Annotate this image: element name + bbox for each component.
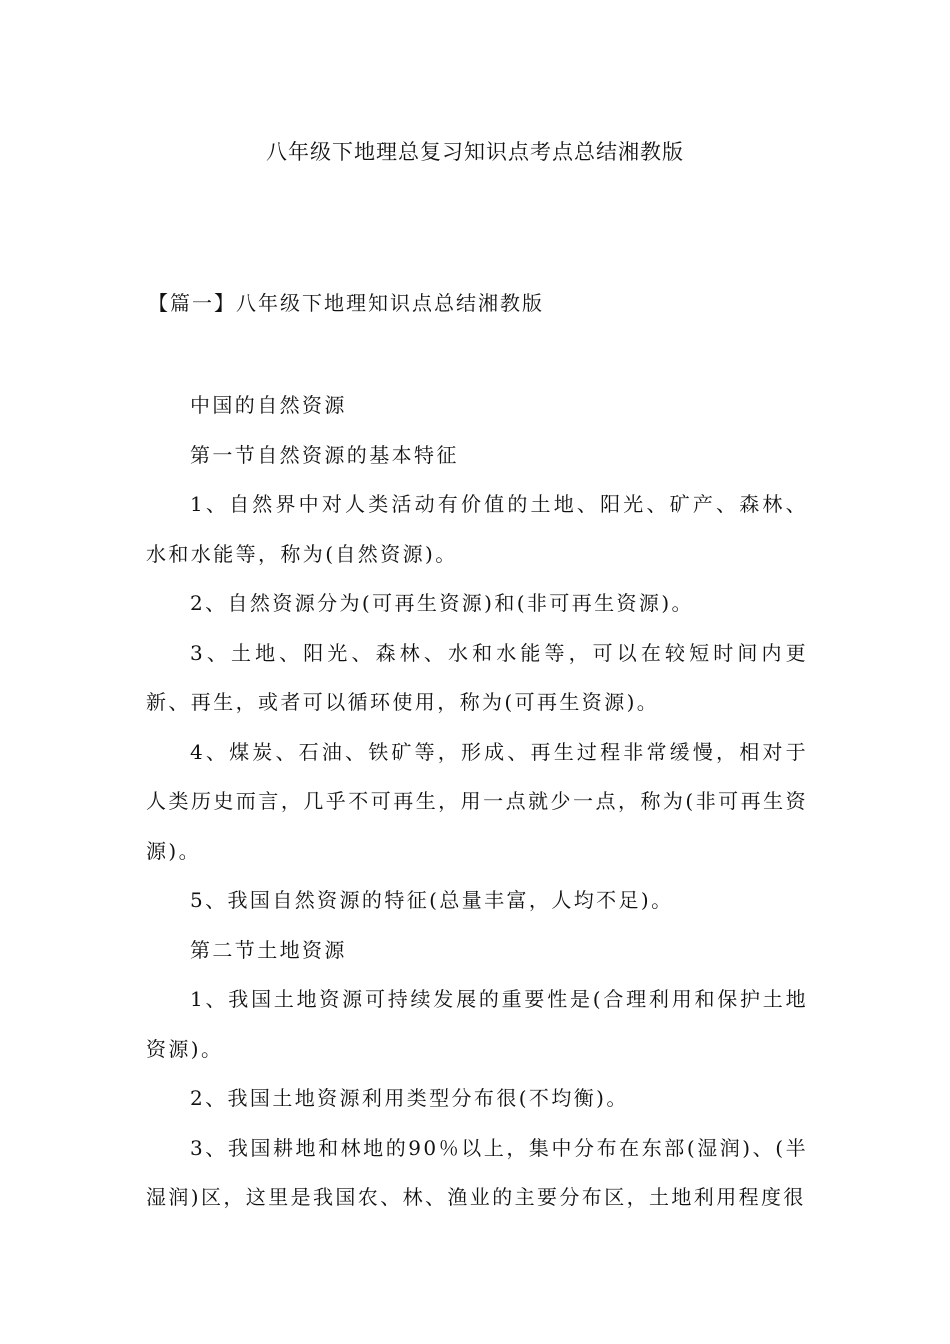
paragraph-section-2-heading: 第二节土地资源 bbox=[190, 937, 347, 962]
paragraph: 5、我国自然资源的特征(总量丰富，人均不足)。 bbox=[190, 888, 674, 912]
paragraph: 3、我国耕地和林地的90％以上，集中分布在东部(湿润)、(半湿润)区，这里是我国农、林、渔业的主要分布区，土地利用程度很 bbox=[146, 1135, 808, 1209]
paragraph-chapter-title: 中国的自然资源 bbox=[190, 393, 347, 417]
paragraph: 4、煤炭、石油、铁矿等，形成、再生过程非常缓慢，相对于人类历史而言，几乎不可再生，用一点就少一点，称为(非可再生资源)。 bbox=[146, 739, 808, 863]
document-body bbox=[146, 381, 808, 1223]
paragraph: 1、自然界中对人类活动有价值的土地、阳光、矿产、森林、水和水能等，称为(自然资源)。 bbox=[146, 492, 808, 566]
paragraph: 3、土地、阳光、森林、水和水能等，可以在较短时间内更新、再生，或者可以循环使用，称为(可再生资源)。 bbox=[146, 640, 808, 714]
paragraph: 2、我国土地资源利用类型分布很(不均衡)。 bbox=[190, 1086, 629, 1110]
paragraph: 2、自然资源分为(可再生资源)和(非可再生资源)。 bbox=[190, 591, 694, 615]
paragraph-section-1-heading: 第一节自然资源的基本特征 bbox=[190, 442, 459, 467]
document-title: 八年级下地理总复习知识点考点总结湘教版 bbox=[266, 140, 684, 164]
paragraph: 1、我国土地资源可持续发展的重要性是(合理利用和保护土地资源)。 bbox=[146, 987, 808, 1061]
section-heading: 【篇一】八年级下地理知识点总结湘教版 bbox=[148, 291, 544, 315]
